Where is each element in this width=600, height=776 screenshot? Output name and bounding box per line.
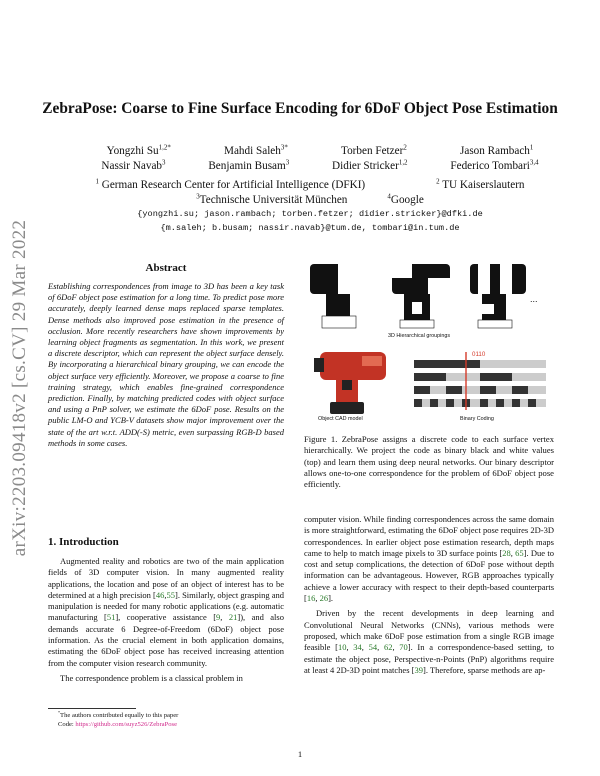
author: Benjamin Busam$^3$ <box>208 158 290 172</box>
abstract-text: Establishing correspondences from image to 3D has been a key task of 6DoF object pose estimation for a long time. To predict pose more accurately, deeply learned dense maps replaced sparse templates. Dense methods also improved pose estimation in the presence of occlusion. More recently researchers have shown improvements by learning object fragments as segmentation. In this work, we present a discrete descriptor, which can represent the object surface densely. By incorporating a hierarchical binary grouping, we can encode the object surface very efficiently. Moreover, we propose a coarse to fine training strategy, which enables fine-grained correspondence prediction. Finally, by matching predicted codes with object surface and using a PnP solver, we estimate the 6DoF pose. Results on the public LM-O and YCB-V datasets show major improvement over the state of the art w.r.t. ADD(-S) metric, even surpassing RGB-D based methods in some cases. <box>48 281 284 448</box>
citation-link[interactable]: 55 <box>166 589 175 600</box>
ellipsis: ... <box>530 294 538 304</box>
drill-grouping-1 <box>310 264 370 328</box>
affiliation: $^2$ TU Kaiserslautern <box>436 177 525 191</box>
intro-right-column <box>304 514 554 676</box>
citation-link[interactable]: 28 <box>502 547 511 558</box>
code-label: 0110 <box>472 351 486 358</box>
figure-caption: Figure 1. ZebraPose assigns a discrete code to each surface vertex hierarchically. We project the code as binary black and white values (top) and learn them using deep neural networks. Our binary descriptor allows one-to-one correspondence for the problem of 6DoF object pose efficiently. <box>304 434 554 490</box>
drill-grouping-2 <box>392 264 450 328</box>
citation-link[interactable]: 70 <box>399 642 408 653</box>
section-heading-introduction: 1. Introduction <box>48 536 119 548</box>
email-line: {m.saleh; b.busam; nassir.navab}@tum.de, tombari@in.tum.de <box>160 223 460 233</box>
drill-cad-model <box>314 352 386 414</box>
abstract-heading: Abstract <box>145 262 187 274</box>
citation-link[interactable]: 34 <box>353 642 362 653</box>
author-row-2 <box>80 159 560 174</box>
citation-link[interactable]: 10 <box>337 642 347 653</box>
citation-link[interactable]: 9 <box>216 612 221 623</box>
author: Mahdi Saleh$^{3*}$ <box>224 143 288 157</box>
citation-link[interactable]: 46 <box>155 589 165 600</box>
figure-1 <box>304 258 552 428</box>
arxiv-stamp <box>8 198 32 578</box>
footnote-code: Code: https://github.com/suyz526/ZebraPose <box>58 720 178 728</box>
affiliation: $^3$Technische Universität München <box>196 192 348 206</box>
author-list <box>80 144 560 174</box>
code-link[interactable]: https://github.com/suyz526/ZebraPose <box>75 720 178 728</box>
affiliations <box>60 178 560 208</box>
affiliation: $^4$Google <box>387 192 424 206</box>
author: Yongzhi $Su^{1,2*}$ <box>106 143 171 157</box>
footnote-rule <box>48 708 136 709</box>
intro-left-column <box>48 556 284 684</box>
footnote-equal-contribution: *The authors contributed equally to this paper <box>58 709 179 719</box>
author: Torben Fetzer$^2$ <box>341 143 407 157</box>
citation-link[interactable]: 39 <box>414 664 423 675</box>
label-hierarchical-groupings: 3D Hierarchical groupings <box>388 333 451 339</box>
binary-coding <box>414 352 546 410</box>
page-number: 1 <box>297 749 303 759</box>
citation-link[interactable]: 62 <box>383 642 393 653</box>
citation-link[interactable]: 16 <box>306 593 316 604</box>
right-paragraph-2: Driven by the recent developments in deep learning and Convolutional Neural Networks (CNNs), various methods were proposed, which make 6DoF pose estimation from a single RGB image feasible [10, 34, 54, 62, 70]. In a correspondence-based setting, to estimate the object pose, Perspective-n-Points (PnP) algorithms require at least 4 2D-3D point matches [39]. Therefore, sparse methods are ap- <box>304 608 555 675</box>
author: Nassir Navab$^3$ <box>101 158 166 172</box>
label-cad-model: Object CAD model <box>318 416 363 422</box>
citation-link[interactable]: 54 <box>368 642 378 653</box>
email-block <box>60 207 560 235</box>
intro-paragraph-1: Augmented reality and robotics are two of the main application fields of 3D computer vision. In many augmented reality applications, the location and pose of an object of interest has to be determined at a high precision [46,55]. Similarly, object grasping and manipulation is needed for many robotic applications (e.g. automatic manufacturing [51], cooperative assistance [9, 21]), and also demands accurate 6 Degree-of-Freedom (6DoF) object pose information. As the crucial element in both application domains, estimating the 6DoF object pose has received increasing attention from the computer vision research community. <box>48 556 284 668</box>
paper-title: ZebraPose: Coarse to Fine Surface Encoding for 6DoF Object Pose Estimation <box>42 100 558 117</box>
author: Jason Rambach$^1$ <box>460 143 534 157</box>
author: Didier Stricker$^{1,2}$ <box>332 158 408 172</box>
figure-graphic <box>304 258 552 428</box>
citation-link[interactable]: 21 <box>228 612 238 623</box>
drill-grouping-3 <box>470 264 526 328</box>
citation-link[interactable]: 26 <box>319 593 329 604</box>
intro-paragraph-2: The correspondence problem is a classical problem in <box>60 672 243 683</box>
author: Federico Tombari$^{3,4}$ <box>450 158 539 172</box>
affiliation: $^1$ German Research Center for Artificial Intelligence (DFKI) <box>95 177 366 191</box>
citation-link[interactable]: 51 <box>106 612 116 623</box>
author-row-1 <box>80 144 560 159</box>
citation-link[interactable]: 65 <box>515 547 524 558</box>
right-paragraph-1: computer vision. While finding correspondences across the same domain is more straightforward, estimating the 6DoF object pose requires 2D-3D correspondences. In earlier object pose estimation research, depth maps came to help to match image pixels to 3D surface points [28, 65]. Due to cost and setup complications, the detection of 6DoF pose without depth information can be advantageous. However, RGB approaches typically achieve a lower accuracy with respect to their depth-based counterparts [16, 26]. <box>304 514 554 604</box>
footnotes <box>58 709 288 729</box>
label-binary-coding: Binary Coding <box>460 416 494 422</box>
email-line: {yongzhi.su; jason.rambach; torben.fetzer; didier.stricker}@dfki.de <box>137 209 483 219</box>
arxiv-id: arXiv:2203.09418v2 [cs.CV] 29 Mar 2022 <box>9 219 30 557</box>
